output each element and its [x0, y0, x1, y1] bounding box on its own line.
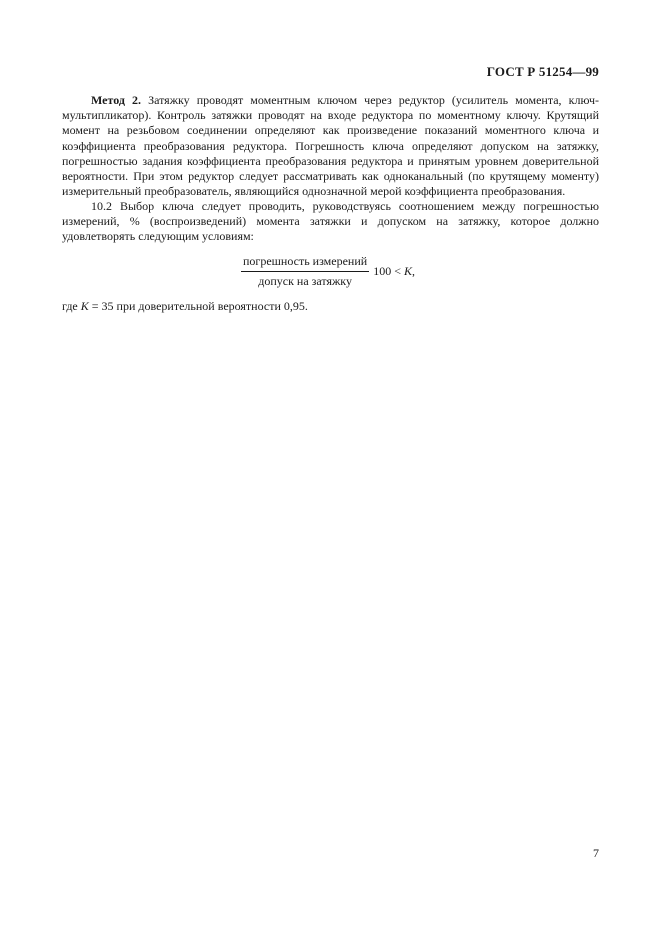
formula-explanation	[62, 299, 308, 314]
formula-fraction	[241, 254, 369, 289]
where-prefix: где	[62, 299, 78, 313]
formula-multiplier: 100 <	[373, 264, 401, 278]
paragraph-method-2	[62, 93, 599, 199]
standard-code-header: ГОСТ Р 51254—99	[486, 64, 599, 79]
page-number: 7	[593, 846, 599, 860]
paragraph-method-2-text	[62, 93, 599, 199]
formula-trailing-comma: ,	[411, 264, 415, 278]
where-variable-k: K	[80, 299, 89, 313]
formula-variable-k: K	[403, 264, 412, 278]
method-2-label: Метод 2.	[91, 93, 142, 107]
paragraph-10-2-text: 10.2 Выбор ключа следует проводить, руководствуясь соотношением между погрешностью измерений, % (воспроизведений) момента затяжки и допуском на затяжку, которое должно удовлетворять следующим условиям:	[62, 199, 599, 244]
method-2-body: Затяжку проводят моментным ключом через редуктор (усилитель момента, ключ-мультипликатор). Контроль затяжки проводят на входе редуктора по моментному ключу. Крутящий момент на резьбовом соединении определяют как произведение показаний моментного ключа и коэффициента преобразования редуктора. Погрешность ключа определяют допуском на затяжку, погрешностью задания коэффициента преобразования редуктора и принятым уровнем доверительной вероятности. При этом редуктор следует рассматривать как одноканальный (по крутящему моменту) измерительный преобразователь, являющийся однозначной мерой коэффициента преобразования.	[62, 93, 599, 199]
formula-denominator: допуск на затяжку	[258, 274, 352, 288]
paragraph-10-2	[62, 199, 599, 245]
tightening-formula	[241, 254, 415, 289]
where-definition: = 35 при доверительной вероятности 0,95.	[91, 299, 308, 313]
formula-numerator: погрешность измерений	[241, 254, 369, 272]
formula-condition	[373, 264, 415, 279]
